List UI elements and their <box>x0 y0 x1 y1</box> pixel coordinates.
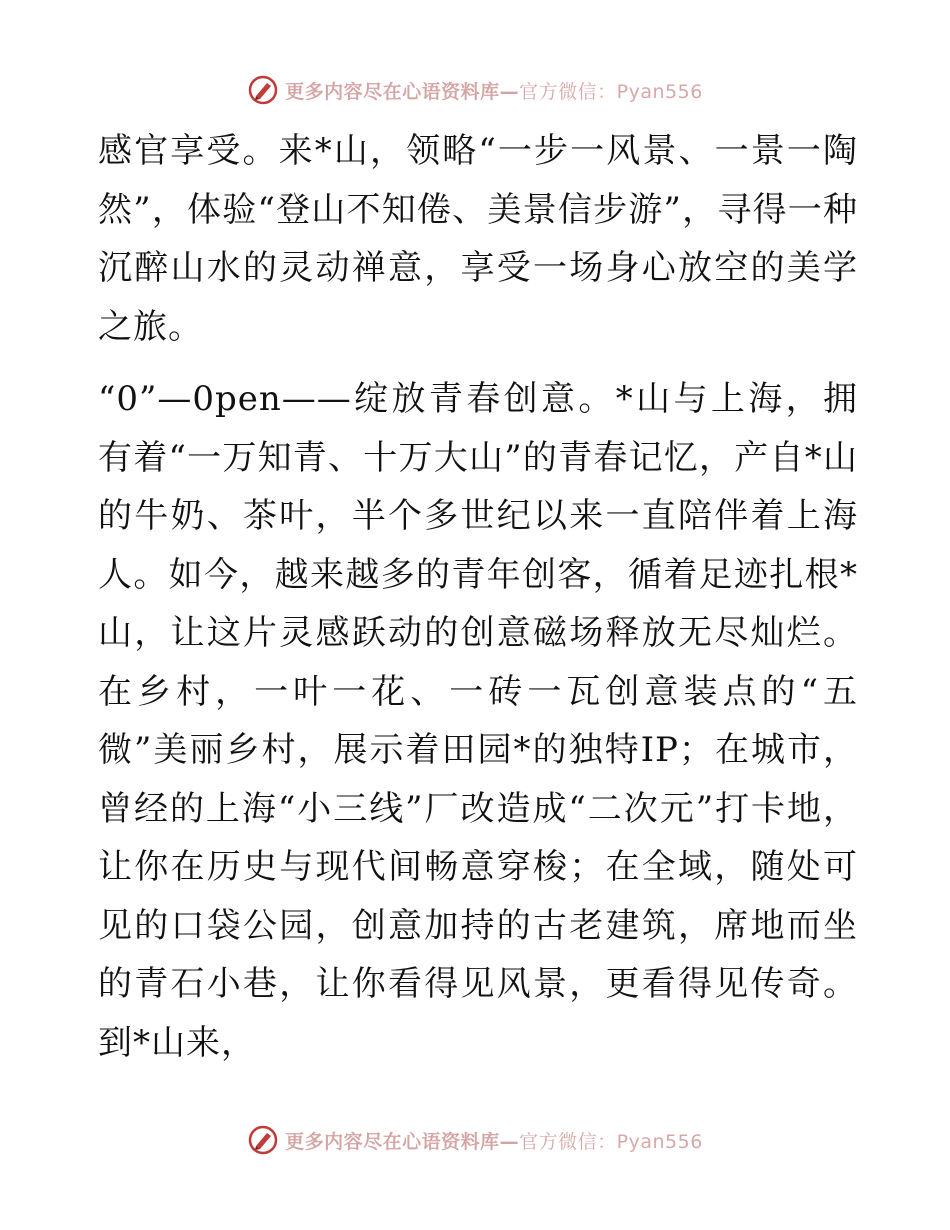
watermark-text: 更多内容尽在心语资料库—官方微信：Pyan556 <box>285 80 703 103</box>
pen-logo-icon <box>247 1124 279 1156</box>
footer-watermark <box>0 1120 950 1160</box>
watermark-text: 更多内容尽在心语资料库—官方微信：Pyan556 <box>285 1130 703 1153</box>
document-body <box>98 122 858 1072</box>
paragraph-2: “0”—0pen——绽放青春创意。*山与上海，拥有着“一万知青、十万大山”的青春记忆，产自*山的牛奶、茶叶，半个多世纪以来一直陪伴着上海人。如今，越来越多的青年创客，循着足迹扎根*山，让这片灵感跃动的创意磁场释放无尽灿烂。在乡村，一叶一花、一砖一瓦创意装点的“五微”美丽乡村，展示着田园*的独特IP；在城市，曾经的上海“小三线”厂改造成“二次元”打卡地，让你在历史与现代间畅意穿梭；在全域，随处可见的口袋公园，创意加持的古老建筑，席地而坐的青石小巷，让你看得见风景，更看得见传奇。到*山来， <box>98 379 858 1063</box>
paragraph-1: 感官享受。来*山，领略“一步一风景、一景一陶然”，体验“登山不知倦、美景信步游”，寻得一种沉醉山水的灵动禅意，享受一场身心放空的美学之旅。 <box>98 131 858 347</box>
pen-logo-icon <box>247 74 279 106</box>
header-watermark <box>0 70 950 110</box>
